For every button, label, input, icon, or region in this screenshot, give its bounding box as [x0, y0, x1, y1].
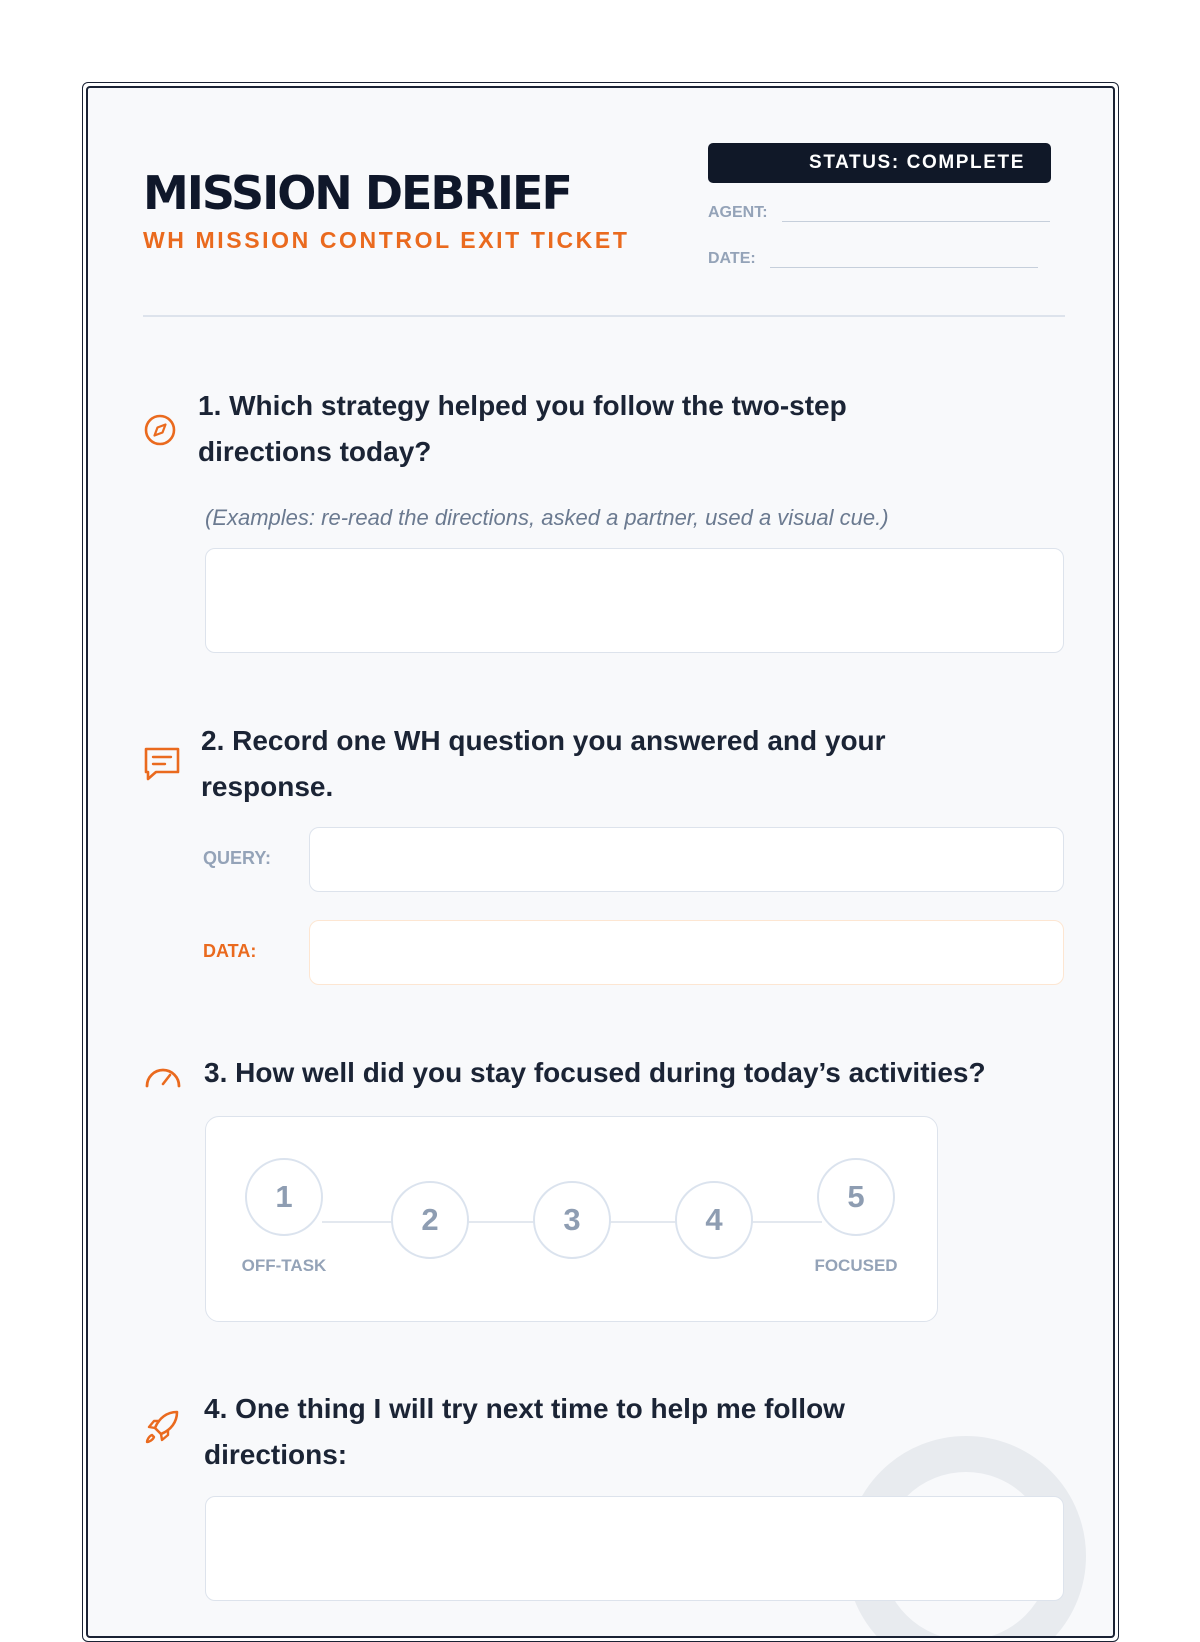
data-label: DATA:: [203, 941, 257, 961]
question-4-line-2: directions:: [204, 1439, 348, 1470]
question-1-line-1: 1. Which strategy helped you follow the two-step: [198, 390, 847, 421]
scale-option-1[interactable]: 1: [245, 1158, 323, 1236]
page-subtitle: WH MISSION CONTROL EXIT TICKET: [143, 227, 630, 253]
agent-row: [708, 200, 1050, 222]
scale-option-3[interactable]: 3: [533, 1181, 611, 1259]
question-1-line-2: directions today?: [198, 436, 432, 467]
agent-label: AGENT:: [708, 204, 768, 221]
gauge-icon: [143, 1056, 183, 1090]
scale-connector: [468, 1221, 534, 1223]
page-title: MISSION DEBRIEF: [143, 166, 571, 220]
agent-field[interactable]: [782, 200, 1050, 222]
question-2-line-1: 2. Record one WH question you answered and your: [201, 725, 886, 756]
date-field[interactable]: [770, 246, 1038, 268]
exit-ticket-sheet: [82, 82, 1119, 1642]
question-4-text: [204, 1386, 845, 1478]
focus-scale: [205, 1116, 938, 1322]
scale-high-label: FOCUSED: [814, 1256, 898, 1275]
question-1-answer-field[interactable]: [205, 548, 1064, 653]
header-divider: [143, 315, 1065, 317]
question-2-text: [201, 718, 886, 810]
exit-ticket-card: [86, 86, 1115, 1638]
scale-option-2[interactable]: 2: [391, 1181, 469, 1259]
query-label: QUERY:: [203, 848, 272, 868]
message-icon: [143, 746, 181, 782]
question-4-line-1: 4. One thing I will try next time to help me follow: [204, 1393, 845, 1424]
date-label: DATE:: [708, 250, 756, 267]
question-1-hint: (Examples: re-read the directions, asked a partner, used a visual cue.): [205, 505, 889, 530]
scale-option-5[interactable]: 5: [817, 1158, 895, 1236]
scale-connector: [610, 1221, 676, 1223]
date-row: [708, 246, 1038, 268]
scale-connector: [752, 1221, 822, 1223]
scale-connector: [322, 1221, 392, 1223]
question-1-text: [198, 383, 847, 475]
question-2-line-2: response.: [201, 771, 334, 802]
data-field[interactable]: [309, 920, 1064, 985]
rocket-icon: [143, 1408, 181, 1446]
scale-low-label: OFF-TASK: [241, 1256, 327, 1275]
compass-icon: [143, 413, 177, 447]
status-badge: STATUS: COMPLETE: [708, 143, 1051, 183]
question-3-text: 3. How well did you stay focused during today’s activities?: [204, 1057, 986, 1088]
scale-option-4[interactable]: 4: [675, 1181, 753, 1259]
question-4-answer-field[interactable]: [205, 1496, 1064, 1601]
query-field[interactable]: [309, 827, 1064, 892]
